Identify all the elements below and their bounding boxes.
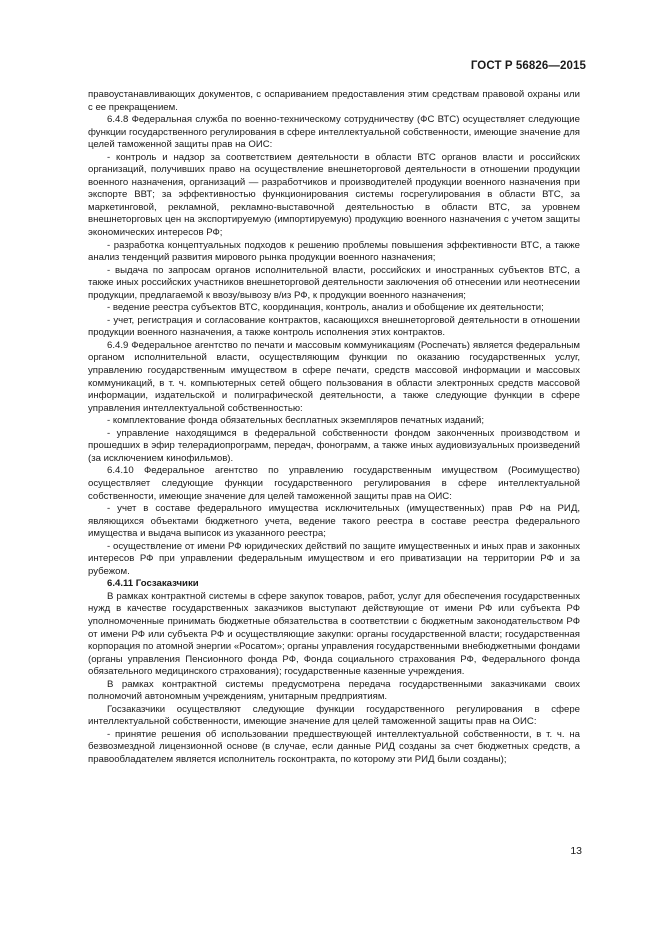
paragraph: Госзаказчики осуществляют следующие функции государственного регулирования в сфере интеллектуальной собственности, имеющие значение для целей таможенной защиты прав на ОИС: [88,703,580,728]
section-heading-6-4-11: 6.4.11 Госзаказчики [107,578,199,590]
section-6-4-10: 6.4.10 Федеральное агентство по управлению государственным имуществом (Росимущество) осуществляет следующие функции государственного регулирования в сфере интеллектуальной собственности, имеющие значение для целей таможенной защиты прав на ОИС: [88,465,580,502]
list-item: - учет, регистрация и согласование контрактов, касающихся внешнеторговой деятельности в отношении продукции военного назначения, а также контроль исполнения этих контрактов. [88,314,580,339]
list-item: - ведение реестра субъектов ВТС, координация, контроль, анализ и обобщение их деятельности; [107,302,544,314]
list-item: - комплектование фонда обязательных бесплатных экземпляров печатных изданий; [107,415,485,427]
list-item: - разработка концептуальных подходов к решению проблемы повышения эффективности ВТС, а также анализ тенденций развития мирового рынка продукции военного назначения; [88,239,580,264]
paragraph: В рамках контрактной системы предусмотрена передача государственными заказчиками своих полномочий автономным учреждениям, унитарным предприятиям. [88,678,580,703]
list-item: - учет в составе федерального имущества исключительных (имущественных) прав РФ на РИД, являющихся объектами бюджетного учета, ведение такого реестра в составе реестра федерального имущества и выдача выписок из указанного реестра; [88,503,580,540]
list-item: - управление находящимся в федеральной собственности фондом законченных производством и прошедших в эфир телерадиопрограмм, передач, фонограмм, а также иных аудиовизуальных произведений (за исключением кинофильмов). [88,427,580,464]
document-code: ГОСТ Р 56826—2015 [470,60,586,72]
list-item: - выдача по запросам органов исполнительной власти, российских и иностранных субъектов ВТС, а также иных российских участников внешнеторговой деятельности заключения об отнесении или неотнесении продукции, предлагаемой к ввозу/вывозу в/из РФ, к продукции военного назначения; [88,264,580,301]
paragraph-continuation: правоустанавливающих документов, с оспариванием предоставления этим средствам правовой охраны или с ее прекращением. [88,89,580,113]
document-body [88,89,580,767]
section-6-4-8: 6.4.8 Федеральная служба по военно-техническому сотрудничеству (ФС ВТС) осуществляет следующие функции государственного регулирования в сфере интеллектуальной собственности, имеющие значение для целей таможенной защиты прав на ОИС: [88,114,580,151]
paragraph: В рамках контрактной системы в сфере закупок товаров, работ, услуг для обеспечения государственных нужд в качестве государственных заказчиков выступают действующие от имени РФ или субъекта РФ уполномоченные принимать бюджетные обязательства в соответствии с бюджетным законодательством РФ от имени РФ или субъекта РФ и осуществляющие закупки: органы государственной власти; государственная корпорация по атомной энергии «Росатом»; органы управления государственными внебюджетными фондами (органы управления Пенсионного фонда РФ, Фонда социального страхования РФ, Федерального фонда обязательного медицинского страхования); государственные казенные учреждения. [88,590,580,678]
page-number: 13 [570,845,582,857]
list-item: - принятие решения об использовании предшествующей интеллектуальной собственности, в т. ч. на безвозмездной лицензионной основе (в случае, если данные РИД созданы за счет бюджетных средств, а правообладателем является исполнитель госконтракта, по которому эти РИД были созданы); [88,728,580,765]
list-item: - осуществление от имени РФ юридических действий по защите имущественных и иных прав и законных интересов РФ при управлении федеральным имуществом и его приватизации на территории РФ и за рубежом. [88,540,580,577]
section-6-4-9: 6.4.9 Федеральное агентство по печати и массовым коммуникациям (Роспечать) является федеральным органом исполнительной власти, осуществляющим функции по оказанию государственных услуг, управлению государственным имуществом в сфере печати, средств массовой информации и массовых коммуникаций, в т. ч. компьютерных сетей общего пользования в области электронных средств массовой информации, издательской и полиграфической деятельности, а также следующие функции в сфере управления интеллектуальной собственностью: [88,339,580,414]
list-item: - контроль и надзор за соответствием деятельности в области ВТС органов власти и российских организаций, получивших право на осуществление внешнеторговой деятельности в отношении продукции военного назначения, организаций — разработчиков и производителей продукции военного назначения при экспорте ВВТ; за эффективностью функционирования системы госрегулирования в области ВТС, за маркетинговой, рекламной, рекламно-выставочной деятельностью в области ВТС, за уровнем внешнеторговых цен на экспортируемую (импортируемую) продукцию военного назначения с учетом защиты экономических интересов РФ; [88,151,580,239]
